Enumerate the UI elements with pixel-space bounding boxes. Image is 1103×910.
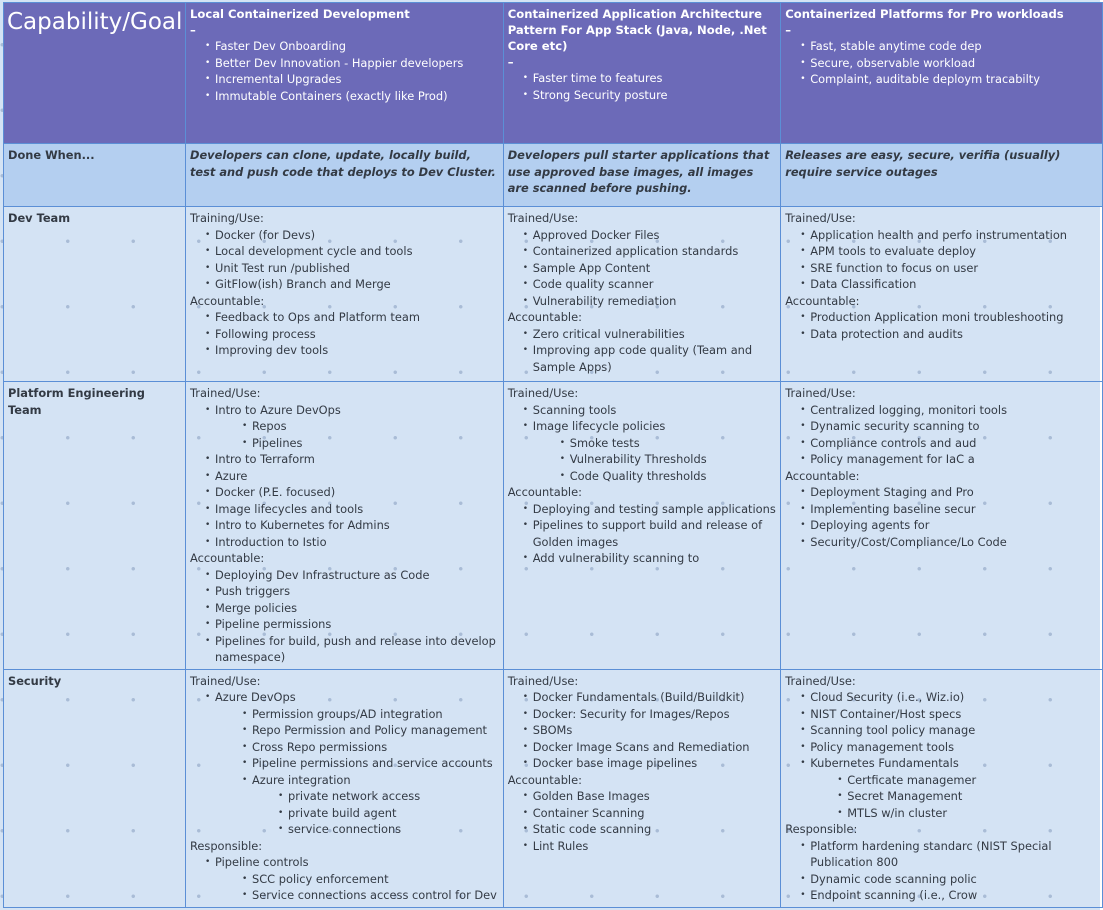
platform-team-platforms-cell[interactable] <box>781 382 1103 670</box>
done-when-row <box>4 144 1103 207</box>
security-app-architecture-cell[interactable] <box>503 669 781 907</box>
list-item: • Better Dev Innovation - Happier developers <box>215 55 499 72</box>
list-item: • Data protection and audits <box>810 326 1098 343</box>
bullet-list <box>190 567 499 666</box>
list-item: • Code Quality thresholds <box>570 468 777 485</box>
list-item: • Push triggers <box>215 583 499 600</box>
list-item: • Docker (P.E. focused) <box>215 484 499 501</box>
header-cell-local-dev[interactable] <box>185 3 503 144</box>
list-item: • service connections <box>288 821 499 838</box>
column-title: Containerized Application Architecture Pattern For App Stack (Java, Node, .Net Core etc) <box>507 7 767 53</box>
list-item: • Containerized application standards <box>533 243 777 260</box>
dev-team-app-architecture-cell[interactable] <box>503 207 781 382</box>
list-item: • Dynamic code scanning polic <box>810 871 1098 888</box>
section-heading: Responsible: <box>189 838 263 853</box>
list-item: • Docker (for Devs) <box>215 227 499 244</box>
list-item: • Pipeline controls <box>215 854 499 871</box>
security-local-dev-cell[interactable] <box>185 669 503 907</box>
row-label-platform-team[interactable]: Platform Engineering Team <box>4 382 186 670</box>
bullet-list <box>508 788 777 854</box>
list-item: • Complaint, auditable deploym tracabilty <box>810 71 1098 88</box>
section-heading: Trained/Use: <box>507 673 579 688</box>
list-item: • Unit Test run /published <box>215 260 499 277</box>
list-item: • Scanning tools <box>533 402 777 419</box>
platform-team-row <box>4 382 1103 670</box>
list-item: • Scanning tool policy manage <box>810 722 1098 739</box>
list-item: • Azure <box>215 468 499 485</box>
list-item: • Sample App Content <box>533 260 777 277</box>
list-item: • Intro to Azure DevOps <box>215 402 499 419</box>
section-heading: Trained/Use: <box>507 211 579 225</box>
list-item: • Feedback to Ops and Platform team <box>215 309 499 326</box>
section-heading: Trained/Use: <box>785 211 856 225</box>
list-item: • Introduction to Istio <box>215 534 499 551</box>
bullet-list <box>785 227 1098 293</box>
list-item: • Pipelines <box>252 435 499 452</box>
list-item: • SCC policy enforcement <box>252 871 499 888</box>
header-row <box>4 3 1103 144</box>
list-item: • Docker Fundamentals (Build/Buildkit) <box>533 689 777 706</box>
bullet-list <box>190 402 499 419</box>
capability-goal-cell[interactable]: Capability/Goal <box>4 3 186 144</box>
list-item: • Vulnerability remediation <box>533 293 777 310</box>
list-item: • Merge policies <box>215 600 499 617</box>
list-item: • Application health and perfo instrumentation <box>810 227 1098 244</box>
list-item: • Add vulnerability scanning to <box>533 550 777 567</box>
list-item: • Pipelines to support build and release of Golden images <box>533 517 777 550</box>
bullet-list <box>508 326 777 376</box>
bullet-list <box>785 402 1098 468</box>
list-item: • Certficate managemer <box>847 772 1098 789</box>
list-item: • Security/Cost/Compliance/Lo Code <box>810 534 1098 551</box>
column-title: Containerized Platforms for Pro workloads <box>785 7 1064 21</box>
list-item: • Docker Image Scans and Remediation <box>533 739 777 756</box>
list-item: • Docker: Security for Images/Repos <box>533 706 777 723</box>
row-label-done-when[interactable]: Done When... <box>4 144 186 207</box>
sub-bullet-list <box>190 871 499 904</box>
bullet-list <box>508 501 777 567</box>
column-title: Local Containerized Development <box>189 7 410 21</box>
list-item: • Policy management for IaC a <box>810 451 1098 468</box>
sub-bullet-list <box>785 772 1098 822</box>
sub-sub-bullet-list <box>190 788 499 838</box>
list-item: • GitFlow(ish) Branch and Merge <box>215 276 499 293</box>
list-item: • Policy management tools <box>810 739 1098 756</box>
list-item: • Incremental Upgrades <box>215 71 499 88</box>
list-item: • Faster Dev Onboarding <box>215 38 499 55</box>
bullet-list <box>190 689 499 706</box>
dev-team-local-dev-cell[interactable] <box>185 207 503 382</box>
list-item: • Static code scanning <box>533 821 777 838</box>
platform-team-app-architecture-cell[interactable] <box>503 382 781 670</box>
list-item: • Azure DevOps <box>215 689 499 706</box>
bullet-list <box>785 309 1098 342</box>
title-dash: – <box>507 55 514 69</box>
section-heading: Accountable: <box>507 485 582 499</box>
list-item: • SRE function to focus on user <box>810 260 1098 277</box>
platform-team-local-dev-cell[interactable] <box>185 382 503 670</box>
bullet-list <box>508 689 777 772</box>
list-item: • Faster time to features <box>533 70 777 87</box>
list-item: • Container Scanning <box>533 805 777 822</box>
list-item: • Pipeline permissions and service accounts <box>252 755 499 772</box>
bullet-list <box>190 309 499 359</box>
list-item: • Endpoint scanning (i.e., Crow <box>810 887 1098 904</box>
list-item: • Production Application moni troubleshooting <box>810 309 1098 326</box>
section-heading: Trained/Use: <box>785 386 856 400</box>
goal-list <box>785 38 1098 88</box>
list-item: • Immutable Containers (exactly like Prod) <box>215 88 499 105</box>
list-item: • Service connections access control for Dev <box>252 887 499 904</box>
list-item: • Data Classification <box>810 276 1098 293</box>
bullet-list <box>190 227 499 293</box>
list-item: • Pipeline permissions <box>215 616 499 633</box>
done-cell-local-dev[interactable]: Developers can clone, update, locally build, test and push code that deploys to Dev Cluster. <box>185 144 503 207</box>
list-item: • Lint Rules <box>533 838 777 855</box>
list-item: • NIST Container/Host specs <box>810 706 1098 723</box>
bullet-list <box>785 689 1098 772</box>
list-item: • private network access <box>288 788 499 805</box>
sub-bullet-list <box>190 418 499 451</box>
list-item: • Repo Permission and Policy management <box>252 722 499 739</box>
dev-team-row <box>4 207 1103 382</box>
sub-bullet-list <box>508 435 777 485</box>
list-item: • Repos <box>252 418 499 435</box>
list-item: • Permission groups/AD integration <box>252 706 499 723</box>
bullet-list <box>190 451 499 550</box>
title-dash: – <box>785 23 792 37</box>
security-row <box>4 669 1103 907</box>
list-item: • Azure integration <box>252 772 499 789</box>
list-item: • SBOMs <box>533 722 777 739</box>
list-item: • Golden Base Images <box>533 788 777 805</box>
bullet-list <box>190 854 499 871</box>
list-item: • Centralized logging, monitori tools <box>810 402 1098 419</box>
list-item: • Local development cycle and tools <box>215 243 499 260</box>
list-item: • Zero critical vulnerabilities <box>533 326 777 343</box>
security-platforms-cell[interactable] <box>781 669 1103 907</box>
list-item: • Vulnerability Thresholds <box>570 451 777 468</box>
section-heading: Accountable: <box>785 293 860 308</box>
done-cell-app-architecture[interactable]: Developers pull starter applications that use approved base images, all images are scanned before pushing. <box>503 144 781 207</box>
list-item: • Implementing baseline secur <box>810 501 1098 518</box>
section-heading: Accountable: <box>189 293 265 308</box>
row-label-security[interactable]: Security <box>4 669 186 907</box>
bullet-list <box>785 838 1098 904</box>
list-item: • Kubernetes Fundamentals <box>810 755 1098 772</box>
header-cell-platforms[interactable] <box>781 3 1103 144</box>
list-item: • Fast, stable anytime code dep <box>810 38 1098 55</box>
list-item: • Approved Docker Files <box>533 227 777 244</box>
list-item: • Secure, observable workload <box>810 55 1098 72</box>
list-item: • Cloud Security (i.e., Wiz.io) <box>810 689 1098 706</box>
bullet-list <box>508 227 777 310</box>
list-item: • Image lifecycle policies <box>533 418 777 435</box>
section-heading: Responsible: <box>785 822 858 836</box>
section-heading: Trained/Use: <box>189 673 261 688</box>
list-item: • Intro to Kubernetes for Admins <box>215 517 499 534</box>
goal-list <box>190 38 499 104</box>
list-item: • private build agent <box>288 805 499 822</box>
list-item: • Deploying agents for <box>810 517 1098 534</box>
section-heading: Trained/Use: <box>785 673 856 688</box>
list-item: • APM tools to evaluate deploy <box>810 243 1098 260</box>
bullet-list <box>508 402 777 435</box>
dev-team-platforms-cell[interactable] <box>781 207 1103 382</box>
list-item: • Platform hardening standarc (NIST Special Publication 800 <box>810 838 1098 871</box>
list-item: • Deploying and testing sample applications <box>533 501 777 518</box>
section-heading: Trained/Use: <box>507 386 579 400</box>
list-item: • Improving dev tools <box>215 342 499 359</box>
title-dash: – <box>189 23 196 37</box>
sub-bullet-list <box>190 706 499 789</box>
list-item: • Docker base image pipelines <box>533 755 777 772</box>
list-item: • Intro to Terraform <box>215 451 499 468</box>
section-heading: Accountable: <box>507 310 582 324</box>
list-item: • Smoke tests <box>570 435 777 452</box>
list-item: • Cross Repo permissions <box>252 739 499 756</box>
list-item: • MTLS w/in cluster <box>847 805 1098 822</box>
list-item: • Dynamic security scanning to <box>810 418 1098 435</box>
section-heading: Accountable: <box>507 772 582 787</box>
bullet-list <box>785 484 1098 550</box>
section-heading: Trained/Use: <box>189 386 261 400</box>
list-item: • Deployment Staging and Pro <box>810 484 1098 501</box>
section-heading: Accountable: <box>785 468 860 483</box>
list-item: • Strong Security posture <box>533 87 777 104</box>
section-heading: Accountable: <box>189 551 265 565</box>
list-item: • Following process <box>215 326 499 343</box>
goal-list <box>508 70 777 103</box>
list-item: • Code quality scanner <box>533 276 777 293</box>
done-cell-platforms[interactable]: Releases are easy, secure, verifia (usually) require service outages <box>781 144 1103 207</box>
list-item: • Secret Management <box>847 788 1098 805</box>
header-cell-app-architecture[interactable] <box>503 3 781 144</box>
row-label-dev-team[interactable]: Dev Team <box>4 207 186 382</box>
list-item: • Pipelines for build, push and release into develop namespace) <box>215 633 499 666</box>
section-heading: Training/Use: <box>189 211 264 225</box>
list-item: • Compliance controls and aud <box>810 435 1098 452</box>
list-item: • Improving app code quality (Team and Sample Apps) <box>533 342 777 375</box>
list-item: • Deploying Dev Infrastructure as Code <box>215 567 499 584</box>
list-item: • Image lifecycles and tools <box>215 501 499 518</box>
capability-matrix <box>3 2 1103 908</box>
